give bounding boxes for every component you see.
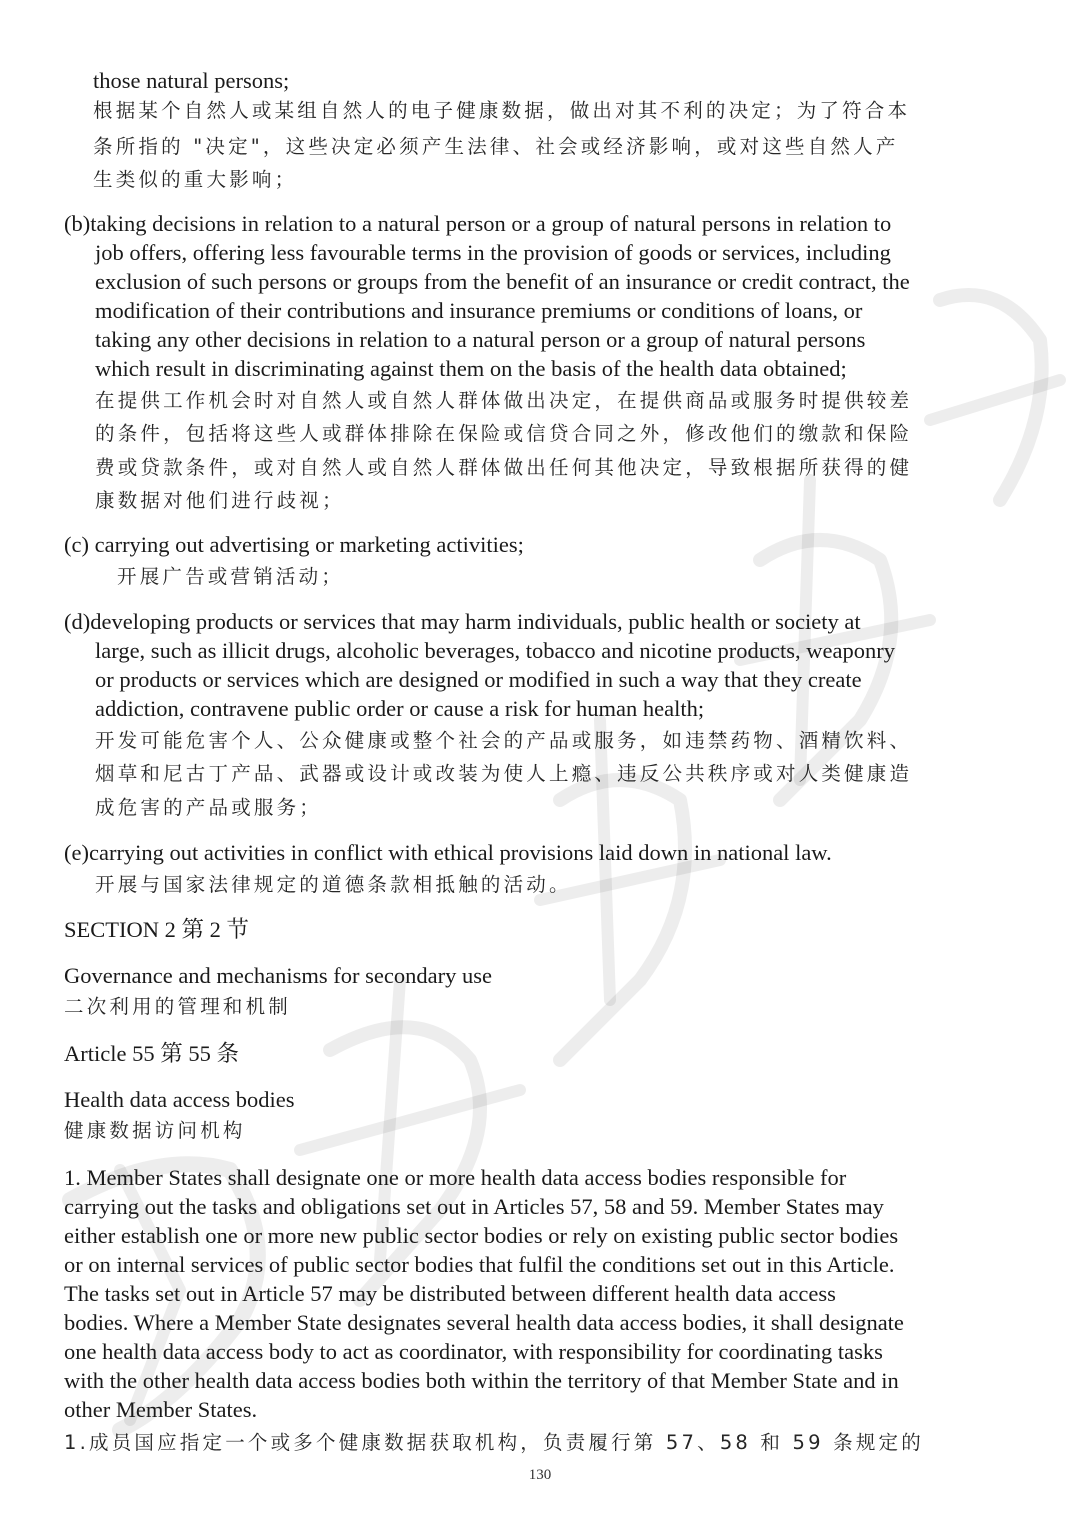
text-line-en: those natural persons; <box>93 68 290 93</box>
text-line-zh: 生类似的重大影响； <box>93 168 298 191</box>
clause-d-line: addiction, contravene public order or cause a risk for human health; <box>95 696 705 721</box>
clause-c-translation: 开展广告或营销活动； <box>117 565 345 588</box>
clause-b-line: (b)taking decisions in relation to a natural person or a group of natural persons in relation to <box>64 211 892 236</box>
clause-d-line: or products or services which are designed or modified in such a way that they create <box>95 667 862 692</box>
clause-d-translation: 开发可能危害个人、公众健康或整个社会的产品或服务，如违禁药物、酒精饮料、 <box>95 729 913 752</box>
text-line-zh: 条所指的 "决定"，这些决定必须产生法律、社会或经济影响，或对这些自然人产 <box>93 135 899 158</box>
clause-d-translation: 烟草和尼古丁产品、武器或设计或改装为使人上瘾、违反公共秩序或对人类健康造 <box>95 762 913 785</box>
paragraph-1-line: one health data access body to act as coordinator, with responsibility for coordinating tasks <box>64 1339 883 1364</box>
clause-e-translation: 开展与国家法律规定的道德条款相抵触的活动。 <box>95 873 572 896</box>
paragraph-1-line: other Member States. <box>64 1397 258 1422</box>
paragraph-1-line: The tasks set out in Article 57 may be distributed between different health data access <box>64 1281 836 1306</box>
clause-d-line: large, such as illicit drugs, alcoholic beverages, tobacco and nicotine products, weaponry <box>95 638 895 663</box>
clause-b-translation: 费或贷款条件，或对自然人或自然人群体做出任何其他决定，导致根据所获得的健 <box>95 456 913 479</box>
clause-b-line: which result in discriminating against them on the basis of the health data obtained; <box>95 356 847 381</box>
section-title: Governance and mechanisms for secondary use <box>64 963 492 988</box>
paragraph-1-line: bodies. Where a Member State designates several health data access bodies, it shall designate <box>64 1310 904 1335</box>
clause-b-line: modification of their contributions and insurance premiums or conditions of loans, or <box>95 298 863 323</box>
article-heading: Article 55 第 55 条 <box>64 1041 239 1066</box>
clause-d-line: (d)developing products or services that may harm individuals, public health or society at <box>64 609 861 634</box>
text-line-zh: 根据某个自然人或某组自然人的电子健康数据，做出对其不利的决定；为了符合本 <box>93 99 911 122</box>
clause-b-translation: 在提供工作机会时对自然人或自然人群体做出决定，在提供商品或服务时提供较差 <box>95 389 913 412</box>
clause-b-line: job offers, offering less favourable terms in the provision of goods or services, including <box>95 240 891 265</box>
clause-d-translation: 成危害的产品或服务； <box>95 796 323 819</box>
paragraph-1-line: or on internal services of public sector bodies that fulfil the conditions set out in this Article. <box>64 1252 895 1277</box>
clause-b-translation: 康数据对他们进行歧视； <box>95 489 345 512</box>
clause-b-line: taking any other decisions in relation to a natural person or a group of natural persons <box>95 327 866 352</box>
paragraph-1-line: either establish one or more new public sector bodies or rely on existing public sector bodies <box>64 1223 899 1248</box>
article-title-translation: 健康数据访问机构 <box>64 1119 246 1142</box>
clause-b-line: exclusion of such persons or groups from the benefit of an insurance or credit contract, the <box>95 269 910 294</box>
section-title-translation: 二次利用的管理和机制 <box>64 995 292 1018</box>
paragraph-1-translation: 1.成员国应指定一个或多个健康数据获取机构，负责履行第 57、58 和 59 条规定的 <box>64 1431 924 1454</box>
article-title: Health data access bodies <box>64 1087 295 1112</box>
paragraph-1-line: with the other health data access bodies both within the territory of that Member State and in <box>64 1368 899 1393</box>
paragraph-1-line: carrying out the tasks and obligations set out in Articles 57, 58 and 59. Member States may <box>64 1194 884 1219</box>
page-number: 130 <box>528 1467 552 1483</box>
clause-e-line: (e)carrying out activities in conflict with ethical provisions laid down in national law. <box>64 840 832 865</box>
clause-c-line: (c) carrying out advertising or marketing activities; <box>64 532 524 557</box>
paragraph-1-line: 1. Member States shall designate one or more health data access bodies responsible for <box>64 1165 847 1190</box>
section-heading: SECTION 2 第 2 节 <box>64 917 249 942</box>
clause-b-translation: 的条件，包括将这些人或群体排除在保险或信贷合同之外，修改他们的缴款和保险 <box>95 422 913 445</box>
